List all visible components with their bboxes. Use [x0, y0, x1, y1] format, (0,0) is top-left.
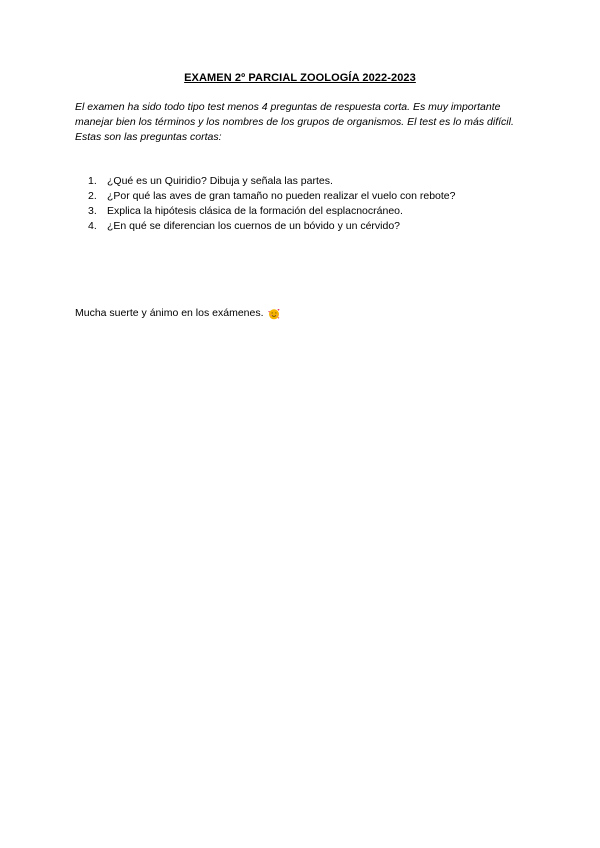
- list-item: [88, 174, 455, 189]
- list-item: [88, 189, 455, 204]
- question-list: [88, 174, 455, 234]
- closing-line: [75, 306, 280, 321]
- question-number: 1.: [88, 175, 97, 187]
- question-text: ¿Por qué las aves de gran tamaño no pueden realizar el vuelo con rebote?: [107, 190, 456, 202]
- question-number: 4.: [88, 220, 97, 232]
- list-item: [88, 219, 455, 234]
- question-text: ¿En qué se diferencian los cuernos de un bóvido y un cérvido?: [107, 220, 401, 232]
- question-number: 2.: [88, 190, 97, 202]
- smiling-face-with-hearts-icon: [268, 308, 280, 320]
- document-title: EXAMEN 2º PARCIAL ZOOLOGÍA 2022-2023: [184, 72, 416, 84]
- question-text: Explica la hipótesis clásica de la formación del esplacnocráneo.: [107, 205, 403, 217]
- closing-text: Mucha suerte y ánimo en los exámenes.: [75, 307, 264, 319]
- list-item: [88, 204, 455, 219]
- intro-paragraph: El examen ha sido todo tipo test menos 4 preguntas de respuesta corta. Es muy importante manejar bien los términos y los nombres de los grupos de organismos. El test es lo más difícil. Estas son las preguntas cortas:: [75, 101, 514, 143]
- question-number: 3.: [88, 205, 97, 217]
- question-text: ¿Qué es un Quiridio? Dibuja y señala las partes.: [107, 175, 333, 187]
